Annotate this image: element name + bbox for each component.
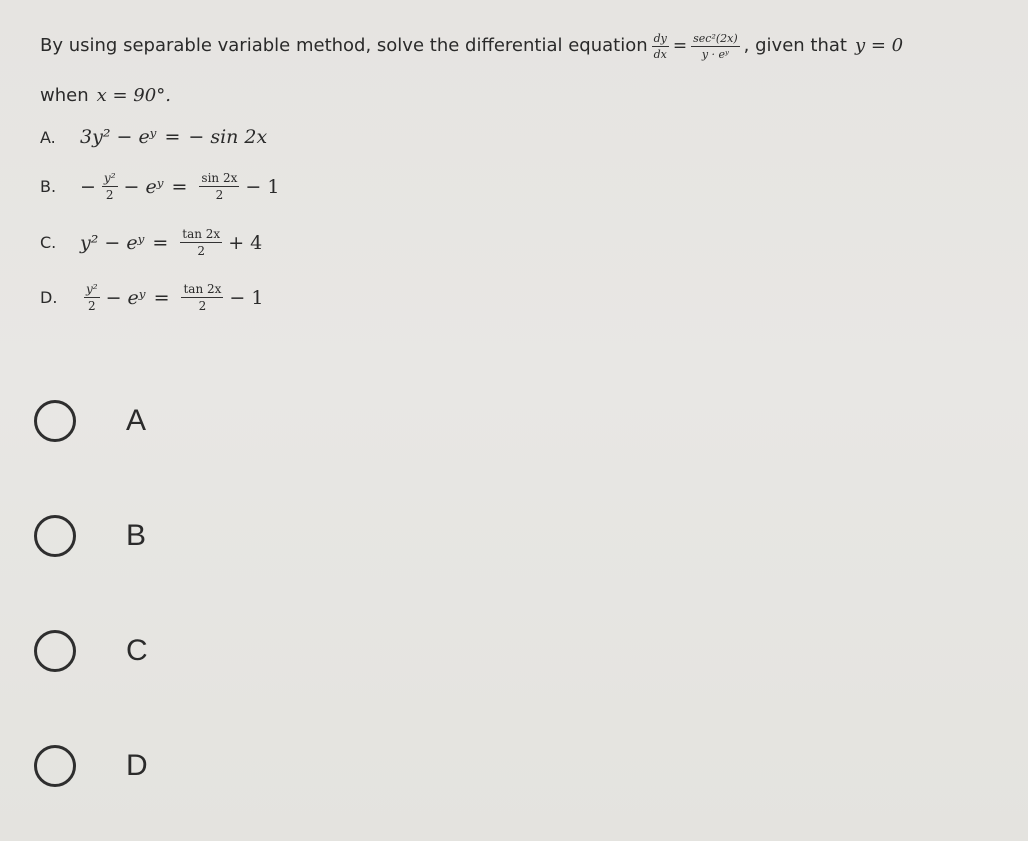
de-rhs-fraction — [691, 33, 740, 60]
radio-c[interactable] — [34, 630, 76, 672]
question-text — [40, 30, 1015, 112]
choice-b-label[interactable]: B — [126, 519, 147, 552]
de-lhs-num: dy — [653, 31, 667, 45]
choice-c-label[interactable]: C — [126, 634, 148, 667]
option-d-letter: D. — [40, 288, 58, 307]
option-b-row — [40, 172, 279, 201]
option-b-mid: − eʸ — [123, 175, 164, 198]
option-d-row — [40, 283, 263, 312]
choice-b[interactable] — [34, 515, 146, 557]
question-given: , given that — [743, 35, 847, 56]
option-a-expression — [80, 126, 267, 148]
choice-d[interactable] — [34, 745, 148, 787]
option-a-row — [40, 126, 267, 148]
question-line-1: By using separable variable method, solve the differential equation $\frac{dy}{dx}$ = $\frac{\text{sec²(2x)}}{\text{y · eʸ}}$ , given that y = 0 — [40, 31, 904, 61]
option-d-rhs-frac: $\frac{\tan 2x}{2}$ — [183, 282, 222, 313]
option-a-rhs: − sin 2x — [188, 126, 268, 148]
choice-a-label[interactable]: A — [126, 404, 147, 437]
condition-y: y = 0 — [854, 35, 904, 56]
de-lhs-fraction — [652, 33, 669, 60]
option-b-rhs-frac: $\frac{\sin 2x}{2}$ — [201, 171, 238, 202]
option-b-eq: = — [171, 175, 188, 198]
option-a-lhs: 3y² − eʸ — [80, 126, 157, 148]
option-d-frac: $\frac{\text{y²}}{2}$ — [86, 282, 98, 313]
option-c-expression — [80, 228, 262, 257]
option-c-eq: = — [152, 231, 169, 254]
option-a-eq: = — [164, 126, 181, 148]
option-d-tail: − 1 — [229, 286, 264, 309]
de-lhs-den: dx — [653, 47, 667, 61]
option-c-letter: C. — [40, 233, 57, 252]
option-b-expression — [80, 172, 279, 201]
option-d-mid: − eʸ — [105, 286, 146, 309]
option-b-lead: − — [80, 175, 96, 198]
option-d-expression — [80, 283, 263, 312]
option-c-tail: + 4 — [228, 231, 263, 254]
question-line-2 — [40, 80, 1015, 112]
condition-x: x = 90°. — [96, 85, 171, 106]
de-rhs-den: y · eʸ — [701, 47, 729, 61]
choice-a[interactable] — [34, 400, 146, 442]
question-when: when — [40, 85, 89, 106]
radio-a[interactable] — [34, 400, 76, 442]
question-prefix: By using separable variable method, solve the differential equation — [40, 35, 648, 56]
choice-d-label[interactable]: D — [126, 749, 148, 782]
option-b-tail: − 1 — [245, 175, 280, 198]
option-a-letter: A. — [40, 127, 56, 147]
option-c-row — [40, 228, 262, 257]
de-rhs-num: sec²(2x) — [693, 31, 738, 45]
option-b-frac: $\frac{\text{y²}}{2}$ — [103, 171, 116, 202]
radio-b[interactable] — [34, 515, 76, 557]
option-b-letter: B. — [40, 177, 57, 196]
radio-d[interactable] — [34, 745, 76, 787]
option-c-lead: y² − eʸ — [80, 231, 145, 254]
option-c-rhs-frac: $\frac{\tan 2x}{2}$ — [182, 227, 221, 258]
option-d-eq: = — [153, 286, 170, 309]
choice-c[interactable] — [34, 630, 148, 672]
